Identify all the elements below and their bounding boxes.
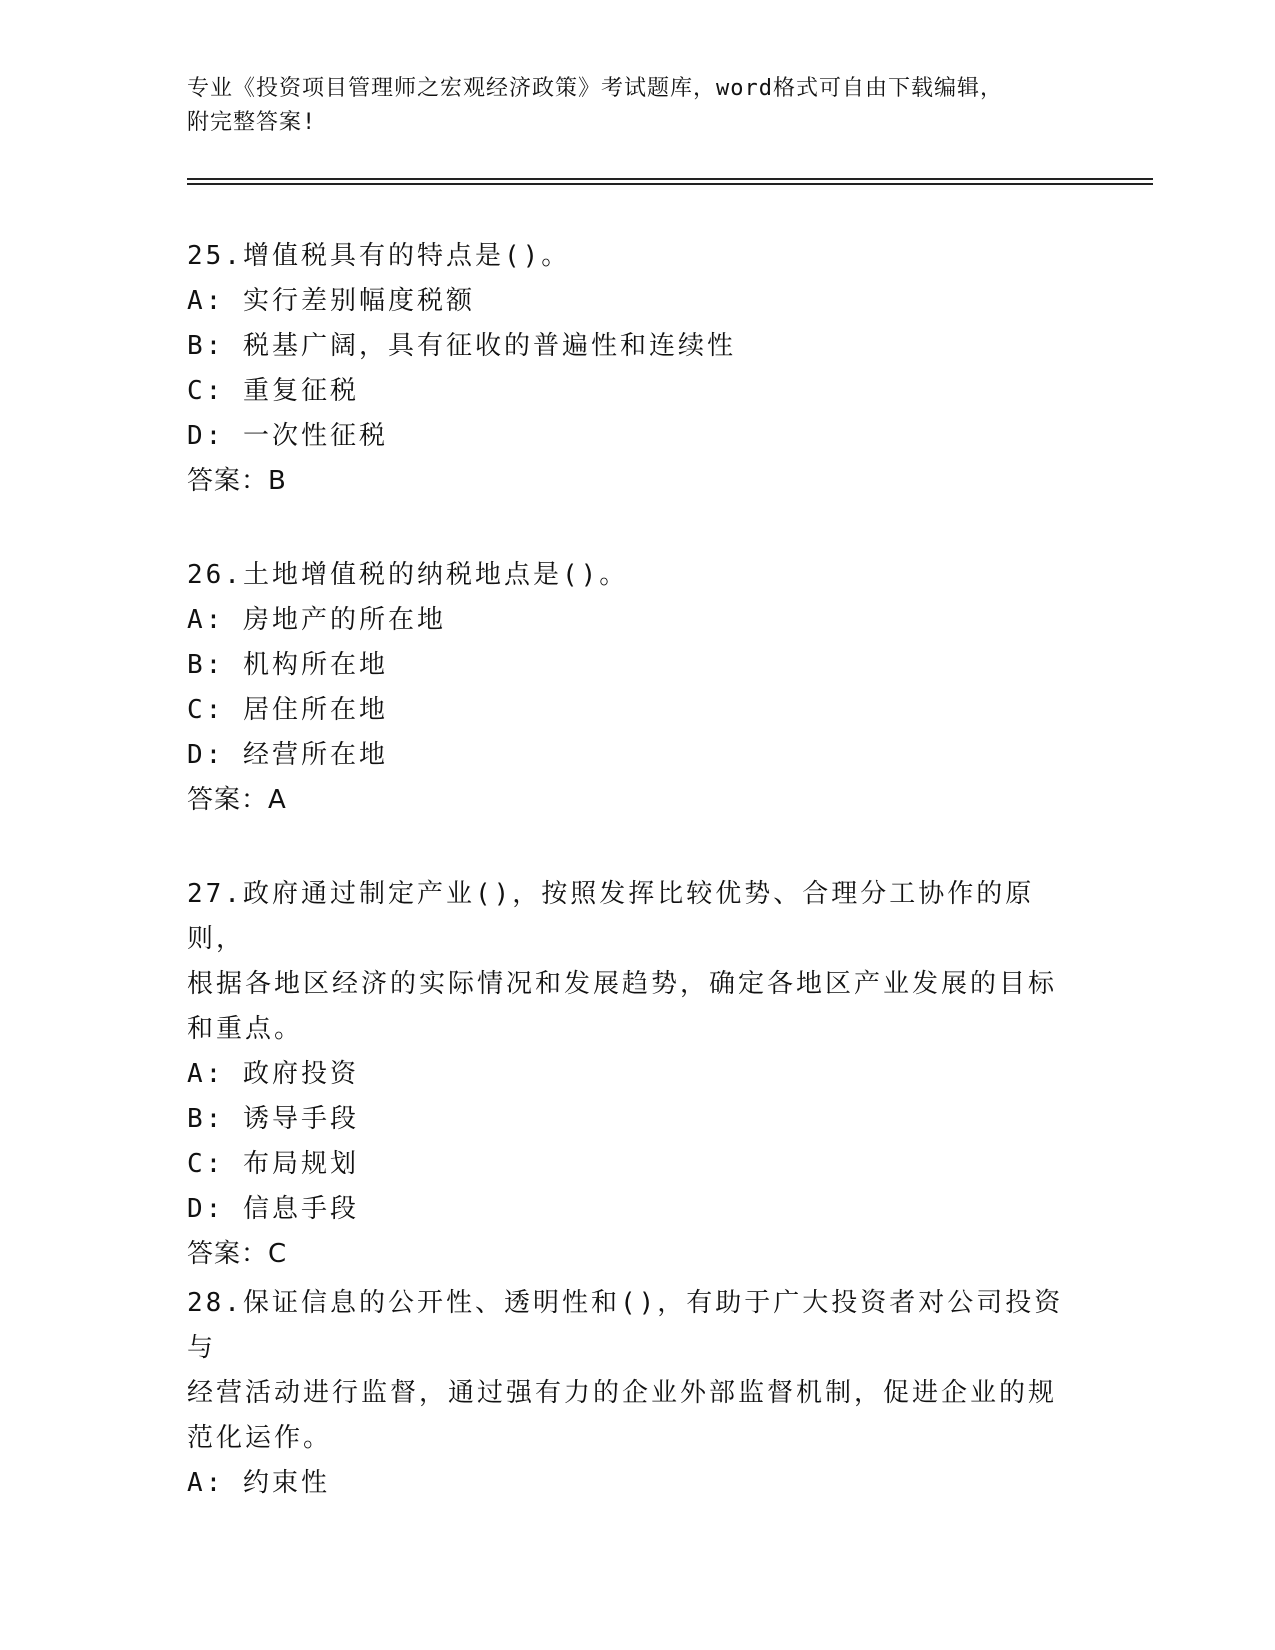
option-b: B: 税基广阔，具有征收的普遍性和连续性 — [187, 331, 736, 361]
option-d: D: 一次性征税 — [187, 421, 388, 451]
header-divider-top — [187, 178, 1153, 180]
document-header — [187, 72, 1087, 140]
question-stem: 26.土地增值税的纳税地点是()。 — [187, 560, 629, 590]
question-stem-line-3: 范化运作。 — [187, 1423, 333, 1453]
option-c: C: 居住所在地 — [187, 695, 388, 725]
question-stem-line-1: 28.保证信息的公开性、透明性和()，有助于广大投资者对公司投资与 — [187, 1288, 1064, 1363]
option-b: B: 机构所在地 — [187, 650, 388, 680]
option-b: B: 诱导手段 — [187, 1104, 359, 1134]
header-divider-bottom — [187, 183, 1153, 185]
answer-label: 答案：C — [187, 1239, 288, 1269]
question-27 — [187, 872, 1067, 1277]
question-stem-line-2: 根据各地区经济的实际情况和发展趋势，确定各地区产业发展的目标 — [187, 969, 1058, 999]
question-stem-line-3: 和重点。 — [187, 1014, 304, 1044]
question-28 — [187, 1281, 1067, 1506]
option-d: D: 经营所在地 — [187, 740, 388, 770]
option-d: D: 信息手段 — [187, 1194, 359, 1224]
option-a: A: 约束性 — [187, 1468, 330, 1498]
question-26 — [187, 553, 1067, 823]
answer-label: 答案：B — [187, 466, 287, 496]
option-a: A: 实行差别幅度税额 — [187, 286, 475, 316]
option-a: A: 政府投资 — [187, 1059, 359, 1089]
option-a: A: 房地产的所在地 — [187, 605, 446, 635]
question-25 — [187, 234, 1067, 504]
header-line-1: 专业《投资项目管理师之宏观经济政策》考试题库，word格式可自由下载编辑， — [187, 76, 1003, 101]
question-stem-line-1: 27.政府通过制定产业()，按照发挥比较优势、合理分工协作的原则， — [187, 879, 1035, 954]
header-line-2: 附完整答案! — [187, 110, 317, 135]
option-c: C: 重复征税 — [187, 376, 359, 406]
question-stem: 25.增值税具有的特点是()。 — [187, 241, 571, 271]
option-c: C: 布局规划 — [187, 1149, 359, 1179]
answer-label: 答案：A — [187, 785, 287, 815]
question-stem-line-2: 经营活动进行监督，通过强有力的企业外部监督机制，促进企业的规 — [187, 1378, 1058, 1408]
